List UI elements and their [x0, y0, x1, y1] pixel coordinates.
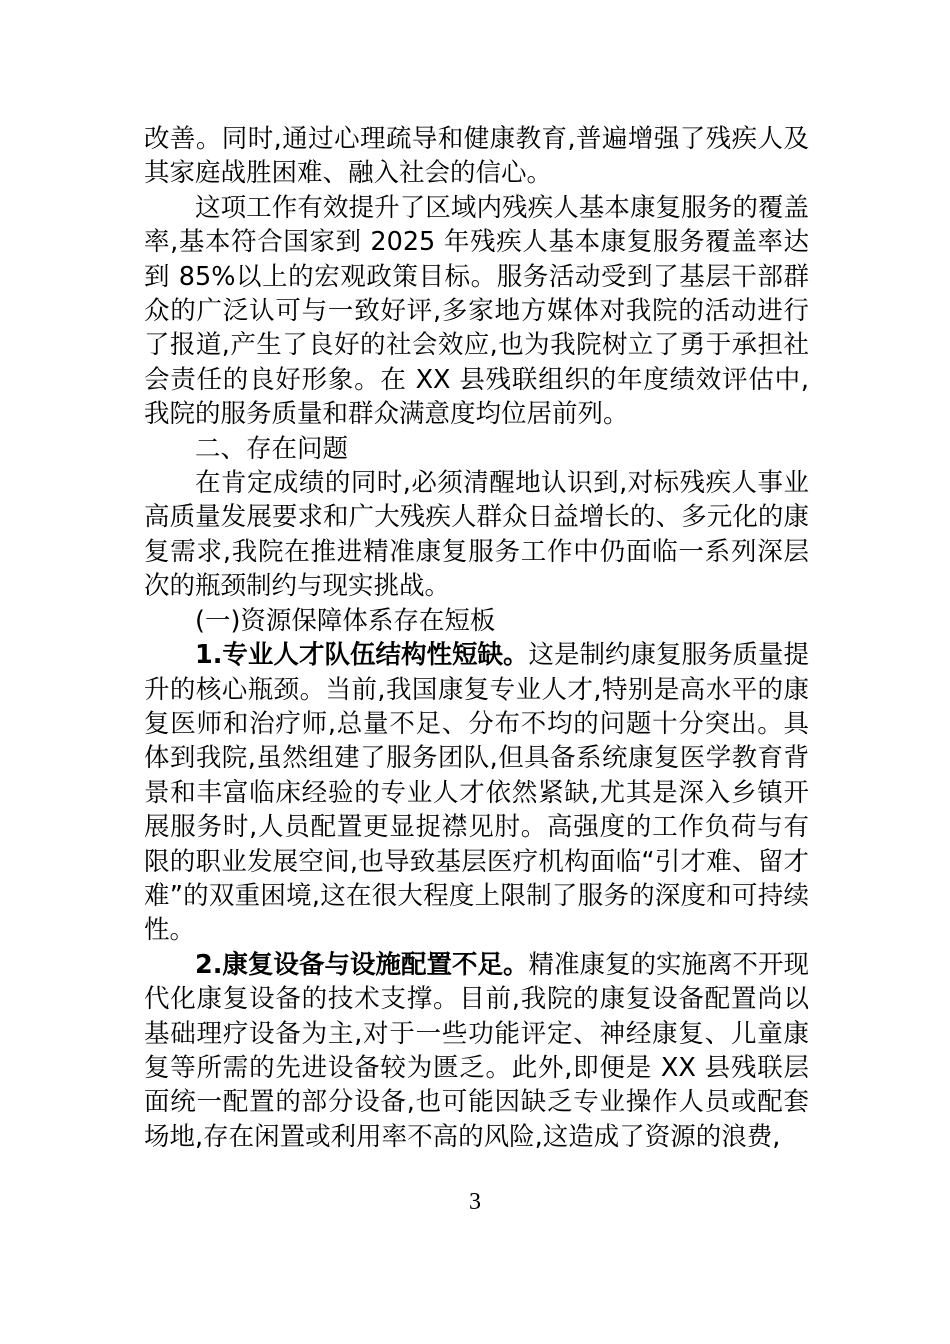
paragraph-text: 这项工作有效提升了区域内残疾人基本康复服务的覆盖率,基本符合国家到 2025 年残疾人基本康复服务覆盖率达到 85%以上的宏观政策目标。服务活动受到了基层干部群众的广泛认可与一致好评,多家地方媒体对我院的活动进行了报道,产生了良好的社会效应,也为我院树立了勇于承担社会责任的良好形象。在 XX 县残联组织的年度绩效评估中,我院的服务质量和群众满意度均位居前列。: [144, 192, 809, 430]
paragraph-coverage-results: [144, 191, 809, 432]
paragraph-challenges-intro: [144, 466, 809, 604]
paragraph-equipment-shortage: [144, 948, 809, 1154]
paragraph-text: 在肯定成绩的同时,必须清醒地认识到,对标残疾人事业高质量发展要求和广大残疾人群众日益增长的、多元化的康复需求,我院在推进精准康复服务工作中仍面临一系列深层次的瓶颈制约与现实挑战。: [144, 468, 809, 602]
paragraph-lead-bold: 1.专业人才队伍结构性短缺。: [195, 640, 529, 671]
section-heading-text: 二、存在问题: [195, 433, 349, 464]
paragraph-intro-continuation: [144, 122, 809, 191]
paragraph-text: 这是制约康复服务质量提升的核心瓶颈。当前,我国康复专业人才,特别是高水平的康复医师和治疗师,总量不足、分布不均的问题十分突出。具体到我院,虽然组建了服务团队,但具备系统康复医学教育背景和丰富临床经验的专业人才依然紧缺,尤其是深入乡镇开展服务时,人员配置更显捉襟见肘。高强度的工作负荷与有限的职业发展空间,也导致基层医疗机构面临“引才难、留才难”的双重困境,这在很大程度上限制了服务的深度和可持续性。: [144, 640, 809, 946]
page-number: 3: [469, 1189, 481, 1215]
paragraph-lead-bold: 2.康复设备与设施配置不足。: [195, 949, 529, 980]
section-heading-problems: [144, 432, 809, 466]
paragraph-text: 精准康复的实施离不开现代化康复设备的技术支撑。目前,我院的康复设备配置尚以基础理疗设备为主,对于一些功能评定、神经康复、儿童康复等所需的先进设备较为匮乏。此外,即便是 XX 县残联层面统一配置的部分设备,也可能因缺乏专业操作人员或配套场地,存在闲置或利用率不高的风险,这造成了资源的浪费,: [144, 949, 809, 1152]
paragraph-text: 改善。同时,通过心理疏导和健康教育,普遍增强了残疾人及其家庭战胜困难、融入社会的信心。: [144, 124, 809, 189]
subsection-heading-text: (一)资源保障体系存在短板: [195, 605, 496, 636]
paragraph-talent-shortage: [144, 638, 809, 948]
document-body: [144, 122, 809, 1154]
subsection-heading-resources: [144, 604, 809, 638]
